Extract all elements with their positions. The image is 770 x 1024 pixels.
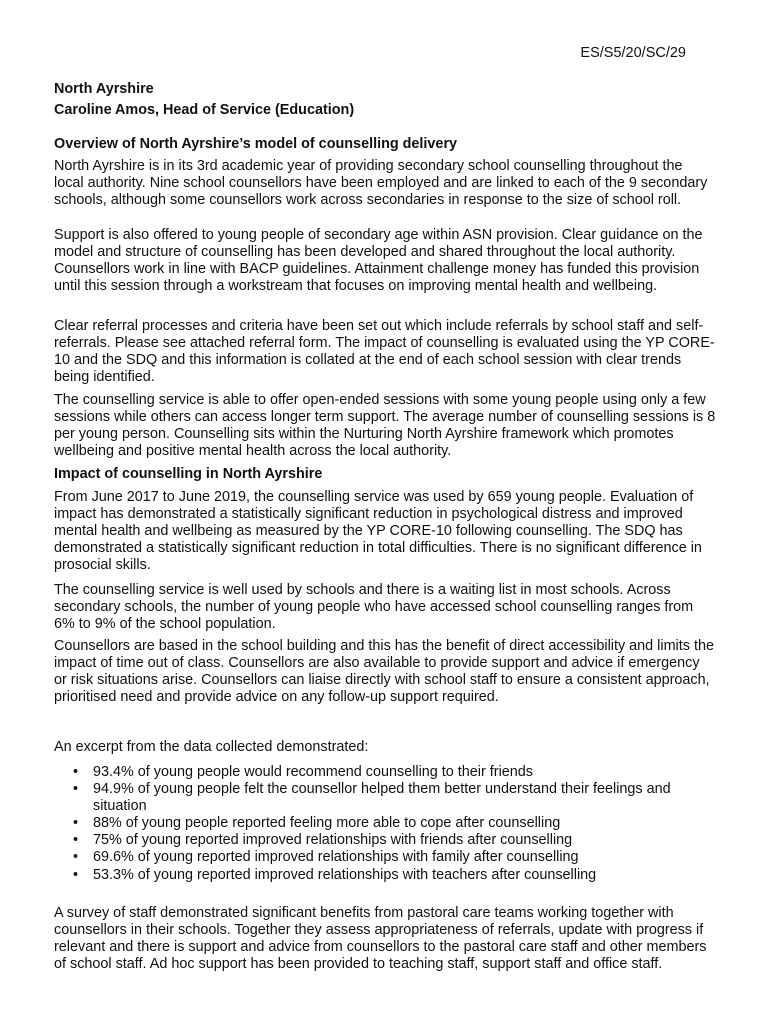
- list-item: • 94.9% of young people felt the counsellor helped them better understand their feelings and situation: [73, 781, 671, 815]
- paragraph-usage: The counselling service is well used by schools and there is a waiting list in most schools. Across secondary schools, the number of young people who have accessed school counselling ranges from 6% to 9% of the school population.: [54, 582, 694, 633]
- heading-impact: Impact of counselling in North Ayrshire: [54, 466, 323, 482]
- bullet-icon: •: [73, 764, 79, 780]
- list-item: • 69.6% of young reported improved relationships with family after counselling: [73, 849, 579, 866]
- paragraph-asn-support: Support is also offered to young people of secondary age within ASN provision. Clear guidance on the model and structure of counselling has been developed and shared throughout the local authority. Counsellors work in line with BACP guidelines. Attainment challenge money has funded this provision until this session through a workstream that focuses on improving mental health and wellbeing.: [54, 227, 703, 295]
- list-item: • 75% of young reported improved relationships with friends after counselling: [73, 832, 573, 849]
- bullet-icon: •: [73, 832, 79, 849]
- bullet-icon: •: [73, 781, 79, 798]
- paragraph-referrals: Clear referral processes and criteria have been set out which include referrals by school staff and self-referrals. Please see attached referral form. The impact of counselling is evaluated using the YP CORE-10 and the SDQ and this information is collated at the end of each school session with clear trends being identified.: [54, 318, 715, 386]
- paragraph-staff-survey: A survey of staff demonstrated significant benefits from pastoral care teams working together with counsellors in their schools. Together they assess appropriateness of referrals, update with progress if relevant and there is support and advice from counsellors to the pastoral care staff and other members of school staff. Ad hoc support has been provided to teaching staff, support staff and office staff.: [54, 905, 707, 973]
- document-reference: ES/S5/20/SC/29: [580, 45, 686, 61]
- list-item: • 53.3% of young reported improved relationships with teachers after counselling: [73, 866, 597, 883]
- paragraph-evaluation: From June 2017 to June 2019, the counselling service was used by 659 young people. Evaluation of impact has demonstrated a statistically significant reduction in psychological distress and improved mental health and wellbeing as measured by the YP CORE-10 following counselling. The SDQ has demonstrated a statistically significant reduction in total difficulties. There is no significant difference in prosocial skills.: [54, 489, 702, 574]
- paragraph-school-based: Counsellors are based in the school building and this has the benefit of direct accessibility and limits the impact of time out of class. Counsellors are also available to provide support and advice if emergency or risk situations arise. Counsellors can liaise directly with school staff to ensure a consistent approach, prioritised need and provide advice on any follow-up support required.: [54, 638, 714, 706]
- list-item: • 88% of young people reported feeling more able to cope after counselling: [73, 815, 561, 832]
- paragraph-provision: North Ayrshire is in its 3rd academic year of providing secondary school counselling throughout the local authority. Nine school counsellors have been employed and are linked to each of the 9 secondary schools, although some counsellors work across secondaries in response to the size of school roll.: [54, 158, 708, 209]
- bullet-icon: •: [73, 866, 79, 883]
- results-list: [54, 764, 716, 884]
- heading-overview: Overview of North Ayrshire’s model of counselling delivery: [54, 136, 458, 152]
- author-name: Caroline Amos, Head of Service (Education): [54, 102, 355, 118]
- bullet-icon: •: [73, 815, 79, 832]
- authority-name: North Ayrshire: [54, 81, 154, 97]
- paragraph-sessions: The counselling service is able to offer open-ended sessions with some young people using only a few sessions while others can access longer term support. The average number of counselling sessions is 8 per young person. Counselling sits within the Nurturing North Ayrshire framework which promotes wellbeing and positive mental health across the local authority.: [54, 392, 716, 460]
- paragraph-excerpt-intro: An excerpt from the data collected demonstrated:: [54, 739, 369, 755]
- bullet-icon: •: [73, 849, 79, 866]
- list-item: • 93.4% of young people would recommend counselling to their friends: [73, 764, 533, 780]
